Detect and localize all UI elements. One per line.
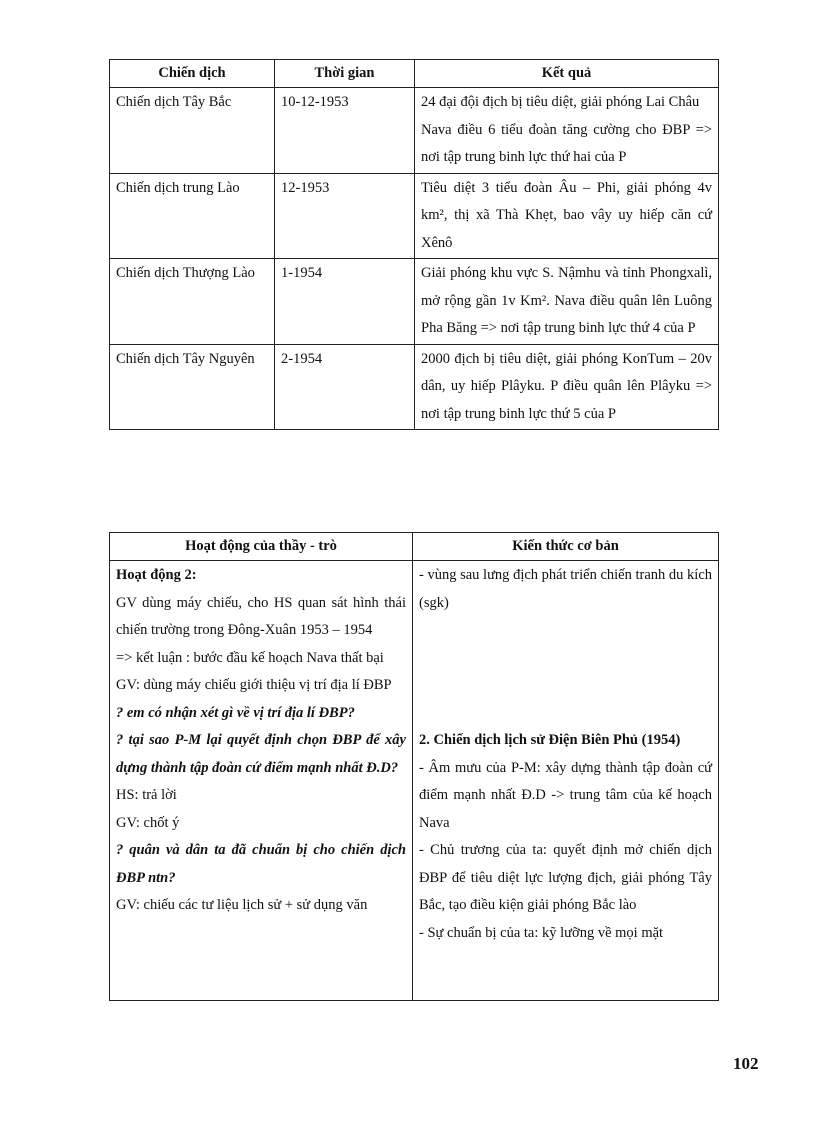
result-line: Tiêu diệt 3 tiểu đoàn Âu – Phi, giải phóng 4v km², thị xã Thà Khẹt, bao vây uy hiếp căn cứ Xênô: [421, 179, 712, 251]
table-row: [110, 344, 719, 430]
column-header: Kết quả: [415, 60, 719, 88]
campaign-table: [109, 59, 719, 430]
campaign-name: Chiến dịch Tây Nguyên: [110, 344, 275, 430]
activity-text: GV: chiếu các tư liệu lịch sử + sử dụng văn: [116, 897, 368, 913]
activity-question: ? em có nhận xét gì về vị trí địa lí ĐBP?: [116, 704, 355, 721]
activity-text: GV: dùng máy chiếu giới thiệu vị trí địa lí ĐBP: [116, 677, 392, 693]
column-header: Chiến dịch: [110, 60, 275, 88]
result-line: Giải phóng khu vực S. Nậmhu và tỉnh Phongxalì, mở rộng gần 1v Km². Nava điều quân lên Luông Pha Băng => nơi tập trung binh lực thứ 4 của P: [421, 265, 712, 336]
campaign-time: 12-1953: [275, 173, 415, 259]
table-row: [110, 88, 719, 174]
activity-title: Hoạt động 2:: [116, 567, 197, 583]
knowledge-text: - Chủ trương của ta: quyết định mở chiến dịch ĐBP để tiêu diệt lực lượng địch, giải phóng Tây Bắc, tạo điều kiện giải phóng Bắc lào: [419, 842, 712, 913]
knowledge-text: - Sự chuẩn bị của ta: kỹ lưỡng về mọi mặt: [419, 924, 664, 941]
lesson-table: [109, 532, 719, 1001]
result-line: 2000 địch bị tiêu diệt, giải phóng KonTum – 20v dân, uy hiếp Plâyku. P điều quân lên Plâyku => nơi tập trung binh lực thứ 5 của P: [421, 350, 712, 422]
result-line: 24 đại đội địch bị tiêu diệt, giải phóng Lai Châu: [421, 94, 700, 110]
knowledge-text: - Âm mưu của P-M: xây dựng thành tập đoàn cứ điểm mạnh nhất Đ.D -> trung tâm của kế hoạch Nava: [419, 759, 712, 831]
table-row: [110, 173, 719, 259]
activity-text: GV dùng máy chiếu, cho HS quan sát hình thái chiến trường trong Đông-Xuân 1953 – 1954: [116, 594, 406, 638]
page-number: 102: [733, 1054, 759, 1073]
campaign-time: 2-1954: [275, 344, 415, 430]
campaign-name: Chiến dịch Tây Bắc: [110, 88, 275, 174]
activity-question: ? quân và dân ta đã chuẩn bị cho chiến dịch ĐBP ntn?: [116, 842, 406, 886]
campaign-result: [415, 88, 719, 174]
column-header: Kiến thức cơ bản: [413, 533, 719, 561]
result-line: Nava điều 6 tiểu đoàn tăng cường cho ĐBP => nơi tập trung binh lực thứ hai của P: [421, 121, 712, 165]
section-heading: 2. Chiến dịch lịch sử Điện Biên Phủ (1954): [419, 732, 681, 748]
campaign-time: 1-1954: [275, 259, 415, 345]
activity-question: ? tại sao P-M lại quyết định chọn ĐBP để xây dựng thành tập đoàn cứ điểm mạnh nhất Đ.D?: [116, 732, 406, 776]
activity-text: => kết luận : bước đầu kế hoạch Nava thất bại: [116, 649, 384, 666]
knowledge-cell: [413, 561, 719, 1001]
campaign-name: Chiến dịch trung Lào: [110, 173, 275, 259]
table-row: [110, 561, 719, 1001]
column-header: Thời gian: [275, 60, 415, 88]
activity-text: HS: trả lời: [116, 787, 177, 803]
knowledge-text: - vùng sau lưng địch phát triển chiến tranh du kích (sgk): [419, 567, 712, 611]
column-header: Hoạt động của thầy - trò: [110, 533, 413, 561]
campaign-time: 10-12-1953: [275, 88, 415, 174]
activity-cell: [110, 561, 413, 1001]
campaign-result: [415, 259, 719, 345]
activity-text: GV: chốt ý: [116, 814, 180, 831]
spacer: [419, 617, 712, 727]
table-header-row: [110, 60, 719, 88]
campaign-result: [415, 173, 719, 259]
campaign-result: [415, 344, 719, 430]
table-header-row: [110, 533, 719, 561]
table-row: [110, 259, 719, 345]
campaign-name: Chiến dịch Thượng Lào: [110, 259, 275, 345]
